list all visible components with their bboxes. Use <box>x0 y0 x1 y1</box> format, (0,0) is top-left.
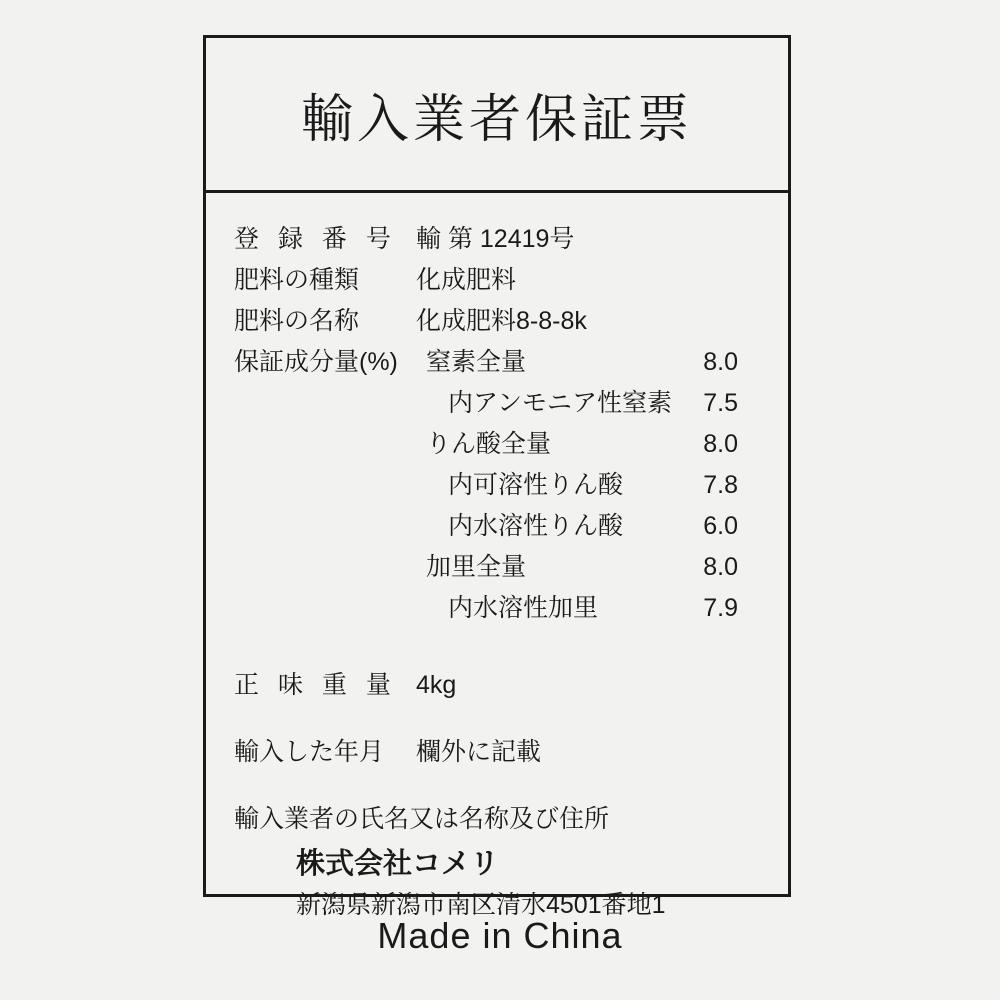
analysis-value: 7.5 <box>703 389 738 417</box>
importer-address: 新潟県新潟市南区清水4501番地1 <box>296 891 666 919</box>
analysis-value: 8.0 <box>703 553 738 581</box>
analysis-row <box>426 506 760 542</box>
guaranteed-analysis-heading: 保証成分量(%) <box>234 348 398 376</box>
page-title: 輸入業者保証票 <box>300 90 693 149</box>
made-in-text: Made in China <box>377 915 623 956</box>
field-label: 登 録 番 号 <box>234 225 397 253</box>
field-value: 4kg <box>416 671 457 699</box>
label-body <box>206 193 788 921</box>
importer-block <box>234 799 760 921</box>
field-label: 輸入した年月 <box>234 738 385 766</box>
analysis-value: 8.0 <box>703 348 738 376</box>
field-row-net-weight <box>234 665 760 701</box>
field-label: 正 味 重 量 <box>234 671 397 699</box>
field-row-import-date <box>234 732 760 768</box>
importer-name: 株式会社コメリ <box>296 848 500 880</box>
analysis-name: 加里全量 <box>426 553 527 581</box>
analysis-row <box>426 342 760 378</box>
analysis-name: 内可溶性りん酸 <box>448 471 624 499</box>
field-value: 化成肥料8-8-8k <box>416 307 587 335</box>
analysis-value: 8.0 <box>703 430 738 458</box>
analysis-name: りん酸全量 <box>426 430 552 458</box>
guaranteed-analysis-list <box>426 342 760 629</box>
field-label: 肥料の名称 <box>234 307 360 335</box>
spacer <box>234 706 760 732</box>
analysis-row <box>426 424 760 460</box>
field-label: 肥料の種類 <box>234 266 360 294</box>
importer-heading: 輸入業者の氏名又は名称及び住所 <box>234 805 610 833</box>
label-title-block <box>206 38 788 193</box>
analysis-value: 6.0 <box>703 512 738 540</box>
spacer <box>234 629 760 665</box>
analysis-row <box>426 383 760 419</box>
analysis-row <box>426 588 760 624</box>
field-row-fertilizer-type <box>234 260 760 296</box>
field-value: 化成肥料 <box>416 266 517 294</box>
analysis-row <box>426 465 760 501</box>
field-row-fertilizer-name <box>234 301 760 337</box>
field-value: 欄外に記載 <box>416 738 542 766</box>
field-row-registration-number <box>234 219 760 255</box>
analysis-name: 窒素全量 <box>426 348 527 376</box>
field-value: 輸 第 12419号 <box>416 225 575 253</box>
analysis-value: 7.9 <box>703 594 738 622</box>
analysis-name: 内アンモニア性窒素 <box>448 389 673 417</box>
spacer <box>234 773 760 799</box>
analysis-row <box>426 547 760 583</box>
guarantee-label-card <box>203 35 791 919</box>
analysis-value: 7.8 <box>703 471 738 499</box>
analysis-name: 内水溶性加里 <box>448 594 599 622</box>
analysis-name: 内水溶性りん酸 <box>448 512 624 540</box>
guaranteed-analysis-block <box>234 342 760 629</box>
